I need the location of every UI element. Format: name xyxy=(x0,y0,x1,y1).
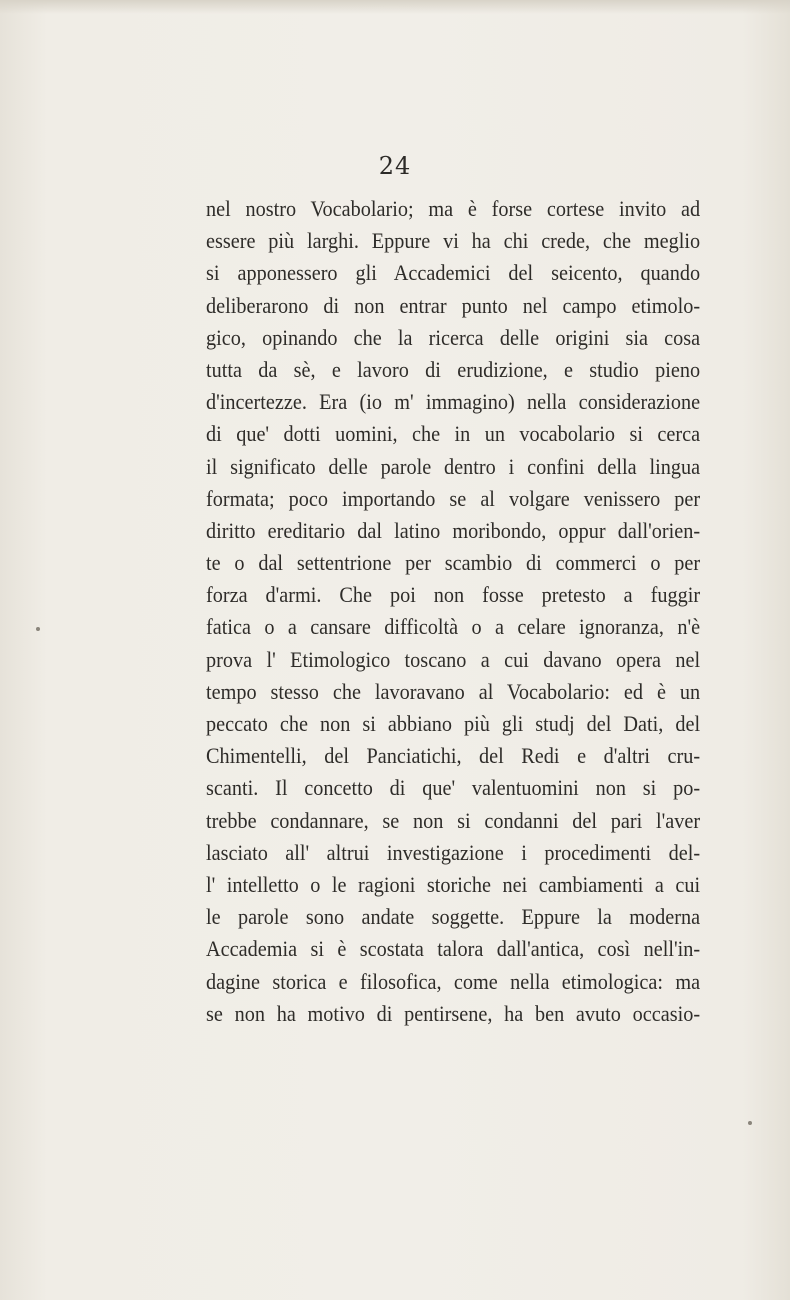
text-line: dagine storica e filosofica, come nella etimologica: ma xyxy=(206,968,701,994)
text-line: diritto ereditario dal latino moribondo, oppur dall'orien- xyxy=(206,517,701,543)
text-line: di que' dotti uomini, che in un vocabolario si cerca xyxy=(206,421,701,447)
text-line: l' intelletto o le ragioni storiche nei cambiamenti a cui xyxy=(206,871,701,897)
text-line: peccato che non si abbiano più gli studj del Dati, del xyxy=(206,711,701,736)
text-line: nel nostro Vocabolario; ma è forse cortese invito ad xyxy=(206,196,701,221)
text-line: il significato delle parole dentro i confini della lingua xyxy=(206,453,701,479)
text-line: d'incertezze. Era (io m' immagino) nella considerazione xyxy=(206,389,701,415)
text-line: se non ha motivo di pentirsene, ha ben avuto occasio- xyxy=(206,1000,701,1026)
text-line: Chimentelli, del Panciatichi, del Redi e d'altri cru- xyxy=(206,743,701,769)
text-line: si apponessero gli Accademici del seicento, quando xyxy=(206,260,701,286)
text-line: essere più larghi. Eppure vi ha chi crede, che meglio xyxy=(206,228,701,254)
body-text xyxy=(206,193,701,1030)
text-line: forza d'armi. Che poi non fosse pretesto a fuggir xyxy=(206,582,701,608)
text-line: te o dal settentrione per scambio di commerci o per xyxy=(206,550,701,576)
text-line: gico, opinando che la ricerca delle origini sia cosa xyxy=(206,324,701,350)
text-line: fatica o a cansare difficoltà o a celare ignoranza, n'è xyxy=(206,614,701,640)
text-line: formata; poco importando se al volgare venissero per xyxy=(206,485,701,511)
text-line: prova l' Etimologico toscano a cui davano opera nel xyxy=(206,646,701,672)
text-line: lasciato all' altrui investigazione i procedimenti del- xyxy=(206,839,701,865)
text-line: tempo stesso che lavoravano al Vocabolario: ed è un xyxy=(206,678,701,704)
text-line: scanti. Il concetto di que' valentuomini non si po- xyxy=(206,775,701,801)
text-line: trebbe condannare, se non si condanni del pari l'aver xyxy=(206,807,701,833)
text-line: Accademia si è scostata talora dall'antica, così nell'in- xyxy=(206,936,701,962)
text-line: le parole sono andate soggette. Eppure la moderna xyxy=(206,904,701,930)
text-line: deliberarono di non entrar punto nel campo etimolo- xyxy=(206,292,701,318)
paper-speck xyxy=(748,1121,752,1125)
page-number: 24 xyxy=(378,152,412,180)
paper-speck xyxy=(36,627,40,631)
page-edge-stain xyxy=(0,0,790,14)
text-line: tutta da sè, e lavoro di erudizione, e studio pieno xyxy=(206,356,701,382)
